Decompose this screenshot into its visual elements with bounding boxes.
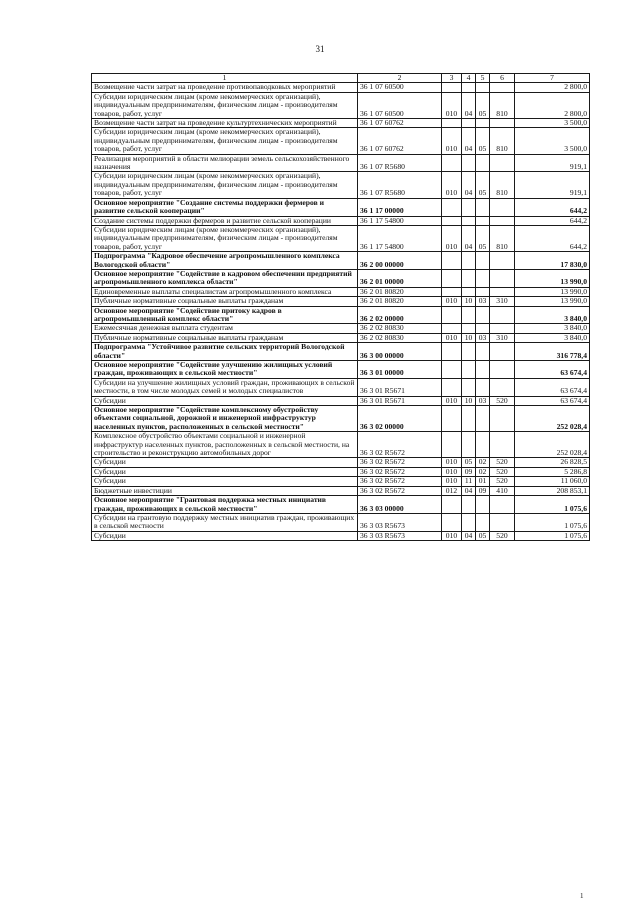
row-code-cell: 36 1 07 60500 (358, 92, 442, 118)
row-subsection-cell (476, 154, 490, 172)
row-sum-cell: 3 500,0 (515, 119, 590, 128)
row-code-cell: 36 3 02 R5672 (358, 467, 442, 476)
row-subsection-cell: 03 (476, 333, 490, 342)
row-grbs-cell (442, 406, 462, 432)
row-subsection-cell (476, 83, 490, 92)
row-section-cell (462, 406, 476, 432)
row-vr-cell (490, 269, 515, 287)
row-section-cell (462, 119, 476, 128)
row-name-cell: Субсидии (92, 396, 358, 405)
row-vr-cell: 520 (490, 458, 515, 467)
row-vr-cell (490, 252, 515, 270)
row-vr-cell: 810 (490, 92, 515, 118)
row-sum-cell: 3 500,0 (515, 128, 590, 154)
header-cell: 5 (476, 74, 490, 83)
row-grbs-cell: 010 (442, 531, 462, 540)
row-vr-cell (490, 198, 515, 216)
row-grbs-cell: 010 (442, 458, 462, 467)
row-code-cell: 36 3 00 00000 (358, 343, 442, 361)
row-name-cell: Создание системы поддержки фермеров и развитие сельской кооперации (92, 216, 358, 225)
row-vr-cell (490, 378, 515, 396)
row-section-cell (462, 287, 476, 296)
row-code-cell: 36 3 03 R5673 (358, 531, 442, 540)
row-code-cell: 36 1 17 54800 (358, 216, 442, 225)
row-name-cell: Основное мероприятие "Содействие комплексному обустройству объектами социальной, дорожной и инженерной инфраструктур населенных пунктов, расположенных в сельской местности" (92, 406, 358, 432)
row-section-cell: 04 (462, 486, 476, 495)
row-subsection-cell: 05 (476, 225, 490, 251)
row-section-cell: 10 (462, 396, 476, 405)
row-subsection-cell (476, 287, 490, 296)
table-row (92, 297, 590, 306)
row-vr-cell (490, 406, 515, 432)
row-section-cell (462, 432, 476, 458)
table-row (92, 287, 590, 296)
row-section-cell: 10 (462, 333, 476, 342)
row-code-cell: 36 1 17 00000 (358, 198, 442, 216)
row-vr-cell (490, 83, 515, 92)
row-name-cell: Субсидии юридическим лицам (кроме некоммерческих организаций), индивидуальным предпринимателям, физическим лицам - производителям товаров, работ, услуг (92, 225, 358, 251)
row-sum-cell: 644,2 (515, 225, 590, 251)
budget-table (91, 73, 590, 541)
table-row (92, 306, 590, 324)
row-grbs-cell: 010 (442, 128, 462, 154)
row-subsection-cell (476, 361, 490, 379)
table-row (92, 396, 590, 405)
row-section-cell: 11 (462, 477, 476, 486)
row-section-cell: 04 (462, 92, 476, 118)
row-subsection-cell (476, 198, 490, 216)
table-row (92, 92, 590, 118)
row-subsection-cell: 05 (476, 531, 490, 540)
row-sum-cell: 3 840,0 (515, 306, 590, 324)
row-vr-cell (490, 343, 515, 361)
row-grbs-cell: 010 (442, 297, 462, 306)
row-name-cell: Реализация мероприятий в области мелиорации земель сельскохозяйственного назначения (92, 154, 358, 172)
row-code-cell: 36 3 02 R5672 (358, 486, 442, 495)
row-section-cell: 04 (462, 128, 476, 154)
row-grbs-cell (442, 361, 462, 379)
row-vr-cell (490, 287, 515, 296)
row-grbs-cell (442, 432, 462, 458)
row-subsection-cell (476, 513, 490, 531)
row-grbs-cell: 010 (442, 172, 462, 198)
row-code-cell: 36 3 02 R5672 (358, 477, 442, 486)
table-row (92, 361, 590, 379)
row-name-cell: Основное мероприятие "Содействие в кадровом обеспечении предприятий агропромышленного комплекса области" (92, 269, 358, 287)
row-sum-cell: 1 075,6 (515, 531, 590, 540)
row-sum-cell: 63 674,4 (515, 378, 590, 396)
row-vr-cell: 810 (490, 128, 515, 154)
row-section-cell (462, 343, 476, 361)
row-subsection-cell (476, 252, 490, 270)
row-section-cell (462, 252, 476, 270)
row-sum-cell: 17 830,0 (515, 252, 590, 270)
row-section-cell: 09 (462, 467, 476, 476)
row-section-cell: 04 (462, 531, 476, 540)
row-subsection-cell: 05 (476, 172, 490, 198)
table-row (92, 513, 590, 531)
row-code-cell: 36 3 03 00000 (358, 496, 442, 514)
row-name-cell: Субсидии (92, 467, 358, 476)
row-vr-cell: 310 (490, 297, 515, 306)
row-grbs-cell: 012 (442, 486, 462, 495)
row-code-cell: 36 3 02 R5672 (358, 432, 442, 458)
row-name-cell: Подпрограмма "Устойчивое развитие сельских территорий Вологодской области" (92, 343, 358, 361)
table-row (92, 477, 590, 486)
row-sum-cell: 2 800,0 (515, 83, 590, 92)
row-subsection-cell: 02 (476, 458, 490, 467)
row-sum-cell: 13 990,0 (515, 297, 590, 306)
row-vr-cell (490, 324, 515, 333)
row-section-cell: 04 (462, 225, 476, 251)
row-vr-cell (490, 432, 515, 458)
row-section-cell: 04 (462, 172, 476, 198)
row-sum-cell: 13 990,0 (515, 287, 590, 296)
row-sum-cell: 208 853,1 (515, 486, 590, 495)
row-name-cell: Субсидии юридическим лицам (кроме некоммерческих организаций), индивидуальным предпринимателям, физическим лицам - производителям товаров, работ, услуг (92, 128, 358, 154)
row-sum-cell: 63 674,4 (515, 361, 590, 379)
row-grbs-cell (442, 252, 462, 270)
row-section-cell (462, 306, 476, 324)
row-code-cell: 36 2 02 00000 (358, 306, 442, 324)
row-vr-cell: 520 (490, 396, 515, 405)
table-row (92, 531, 590, 540)
row-vr-cell (490, 154, 515, 172)
row-code-cell: 36 1 17 54800 (358, 225, 442, 251)
row-name-cell: Возмещение части затрат на проведение культуртехнических мероприятий (92, 119, 358, 128)
row-grbs-cell (442, 216, 462, 225)
row-code-cell: 36 2 01 00000 (358, 269, 442, 287)
row-subsection-cell (476, 269, 490, 287)
row-vr-cell: 520 (490, 467, 515, 476)
table-row (92, 198, 590, 216)
table-row (92, 458, 590, 467)
row-code-cell: 36 1 07 60762 (358, 119, 442, 128)
row-sum-cell: 5 286,8 (515, 467, 590, 476)
row-subsection-cell (476, 378, 490, 396)
row-code-cell: 36 3 02 00000 (358, 406, 442, 432)
row-code-cell: 36 1 07 R5680 (358, 172, 442, 198)
row-name-cell: Субсидии юридическим лицам (кроме некоммерческих организаций), индивидуальным предпринимателям, физическим лицам - производителям товаров, работ, услуг (92, 172, 358, 198)
row-name-cell: Подпрограмма "Кадровое обеспечение агропромышленного комплекса Вологодской области" (92, 252, 358, 270)
row-vr-cell: 810 (490, 225, 515, 251)
table-row (92, 467, 590, 476)
header-cell: 1 (92, 74, 358, 83)
table-row (92, 496, 590, 514)
row-code-cell: 36 3 01 R5671 (358, 378, 442, 396)
row-subsection-cell (476, 496, 490, 514)
row-vr-cell: 310 (490, 333, 515, 342)
header-cell: 4 (462, 74, 476, 83)
row-grbs-cell (442, 306, 462, 324)
row-grbs-cell (442, 119, 462, 128)
row-section-cell (462, 154, 476, 172)
row-subsection-cell: 03 (476, 396, 490, 405)
row-sum-cell: 644,2 (515, 216, 590, 225)
row-code-cell: 36 2 02 80830 (358, 333, 442, 342)
row-subsection-cell (476, 119, 490, 128)
page-number: 31 (315, 44, 325, 54)
row-subsection-cell (476, 343, 490, 361)
row-sum-cell: 63 674,4 (515, 396, 590, 405)
row-code-cell: 36 2 02 80830 (358, 324, 442, 333)
row-grbs-cell (442, 269, 462, 287)
table-row (92, 216, 590, 225)
row-sum-cell: 3 840,0 (515, 333, 590, 342)
row-sum-cell: 919,1 (515, 154, 590, 172)
row-grbs-cell (442, 378, 462, 396)
table-header-row (92, 74, 590, 83)
row-subsection-cell: 09 (476, 486, 490, 495)
row-name-cell: Субсидии юридическим лицам (кроме некоммерческих организаций), индивидуальным предпринимателям, физическим лицам - производителям товаров, работ, услуг (92, 92, 358, 118)
table-row (92, 252, 590, 270)
row-sum-cell: 13 990,0 (515, 269, 590, 287)
row-grbs-cell: 010 (442, 333, 462, 342)
row-section-cell (462, 324, 476, 333)
row-subsection-cell (476, 324, 490, 333)
header-cell: 7 (515, 74, 590, 83)
header-cell: 6 (490, 74, 515, 83)
row-vr-cell: 520 (490, 531, 515, 540)
row-name-cell: Единовременные выплаты специалистам агропромышленного комплекса (92, 287, 358, 296)
row-sum-cell: 2 800,0 (515, 92, 590, 118)
row-name-cell: Ежемесячная денежная выплата студентам (92, 324, 358, 333)
row-vr-cell (490, 496, 515, 514)
table-row (92, 324, 590, 333)
row-grbs-cell: 010 (442, 225, 462, 251)
row-grbs-cell (442, 287, 462, 296)
row-subsection-cell: 02 (476, 467, 490, 476)
row-section-cell (462, 83, 476, 92)
row-grbs-cell (442, 154, 462, 172)
table-row (92, 154, 590, 172)
row-sum-cell: 26 828,5 (515, 458, 590, 467)
row-section-cell: 05 (462, 458, 476, 467)
row-grbs-cell (442, 198, 462, 216)
row-name-cell: Субсидии (92, 458, 358, 467)
row-grbs-cell (442, 496, 462, 514)
table-row (92, 172, 590, 198)
row-section-cell (462, 198, 476, 216)
row-code-cell: 36 3 03 R5673 (358, 513, 442, 531)
table-row (92, 269, 590, 287)
row-vr-cell (490, 216, 515, 225)
row-name-cell: Основное мероприятие "Грантовая поддержка местных инициатив граждан, проживающих в сельской местности" (92, 496, 358, 514)
row-code-cell: 36 2 01 80820 (358, 287, 442, 296)
row-name-cell: Субсидии (92, 531, 358, 540)
row-code-cell: 36 1 07 60500 (358, 83, 442, 92)
header-cell: 3 (442, 74, 462, 83)
row-subsection-cell: 05 (476, 128, 490, 154)
row-grbs-cell: 010 (442, 92, 462, 118)
row-code-cell: 36 2 00 00000 (358, 252, 442, 270)
row-name-cell: Основное мероприятие "Содействие улучшению жилищных условий граждан, проживающих в сельской местности" (92, 361, 358, 379)
row-vr-cell: 520 (490, 477, 515, 486)
row-section-cell (462, 269, 476, 287)
row-subsection-cell (476, 306, 490, 324)
row-section-cell (462, 513, 476, 531)
row-grbs-cell (442, 513, 462, 531)
row-name-cell: Возмещение части затрат на проведение противопаводковых мероприятий (92, 83, 358, 92)
row-vr-cell (490, 119, 515, 128)
table-row (92, 333, 590, 342)
row-section-cell: 10 (462, 297, 476, 306)
header-cell: 2 (358, 74, 442, 83)
row-code-cell: 36 1 07 R5680 (358, 154, 442, 172)
table-row (92, 378, 590, 396)
row-section-cell (462, 216, 476, 225)
row-name-cell: Бюджетные инвестиции (92, 486, 358, 495)
row-sum-cell: 316 778,4 (515, 343, 590, 361)
row-subsection-cell: 03 (476, 297, 490, 306)
row-code-cell: 36 3 02 R5672 (358, 458, 442, 467)
table-row (92, 486, 590, 495)
row-sum-cell: 919,1 (515, 172, 590, 198)
row-name-cell: Субсидии (92, 477, 358, 486)
table-row (92, 432, 590, 458)
row-vr-cell (490, 361, 515, 379)
table-row (92, 406, 590, 432)
row-grbs-cell (442, 324, 462, 333)
row-sum-cell: 252 028,4 (515, 432, 590, 458)
row-subsection-cell (476, 406, 490, 432)
row-vr-cell: 410 (490, 486, 515, 495)
row-subsection-cell: 05 (476, 92, 490, 118)
row-subsection-cell: 01 (476, 477, 490, 486)
row-name-cell: Субсидии на улучшение жилищных условий граждан, проживающих в сельской местности, в том числе молодых семей и молодых специалистов (92, 378, 358, 396)
row-sum-cell: 3 840,0 (515, 324, 590, 333)
row-section-cell (462, 378, 476, 396)
row-name-cell: Публичные нормативные социальные выплаты гражданам (92, 297, 358, 306)
row-vr-cell (490, 513, 515, 531)
row-subsection-cell (476, 216, 490, 225)
row-grbs-cell: 010 (442, 477, 462, 486)
row-sum-cell: 644,2 (515, 198, 590, 216)
corner-mark: 1 (580, 892, 584, 900)
row-code-cell: 36 1 07 60762 (358, 128, 442, 154)
row-section-cell (462, 361, 476, 379)
row-subsection-cell (476, 432, 490, 458)
table-row (92, 225, 590, 251)
row-sum-cell: 252 028,4 (515, 406, 590, 432)
row-grbs-cell (442, 343, 462, 361)
row-code-cell: 36 2 01 80820 (358, 297, 442, 306)
row-sum-cell: 11 060,0 (515, 477, 590, 486)
table-row (92, 83, 590, 92)
row-sum-cell: 1 075,6 (515, 513, 590, 531)
row-name-cell: Основное мероприятие "Содействие притоку кадров в агропромышленный комплекс области" (92, 306, 358, 324)
row-name-cell: Публичные нормативные социальные выплаты гражданам (92, 333, 358, 342)
row-name-cell: Комплексное обустройство объектами социальной и инженерной инфраструктур населенных пунктов, расположенных в сельской местности, на строительство и реконструкцию автомобильных дорог (92, 432, 358, 458)
row-vr-cell (490, 306, 515, 324)
table-row (92, 128, 590, 154)
row-name-cell: Основное мероприятие "Создание системы поддержки фермеров и развитие сельской кооперации" (92, 198, 358, 216)
row-section-cell (462, 496, 476, 514)
row-vr-cell: 810 (490, 172, 515, 198)
table-row (92, 119, 590, 128)
row-grbs-cell (442, 83, 462, 92)
table-row (92, 343, 590, 361)
row-sum-cell: 1 075,6 (515, 496, 590, 514)
row-code-cell: 36 3 01 00000 (358, 361, 442, 379)
row-grbs-cell: 010 (442, 396, 462, 405)
row-grbs-cell: 010 (442, 467, 462, 476)
row-name-cell: Субсидии на грантовую поддержку местных инициатив граждан, проживающих в сельской местности (92, 513, 358, 531)
row-code-cell: 36 3 01 R5671 (358, 396, 442, 405)
